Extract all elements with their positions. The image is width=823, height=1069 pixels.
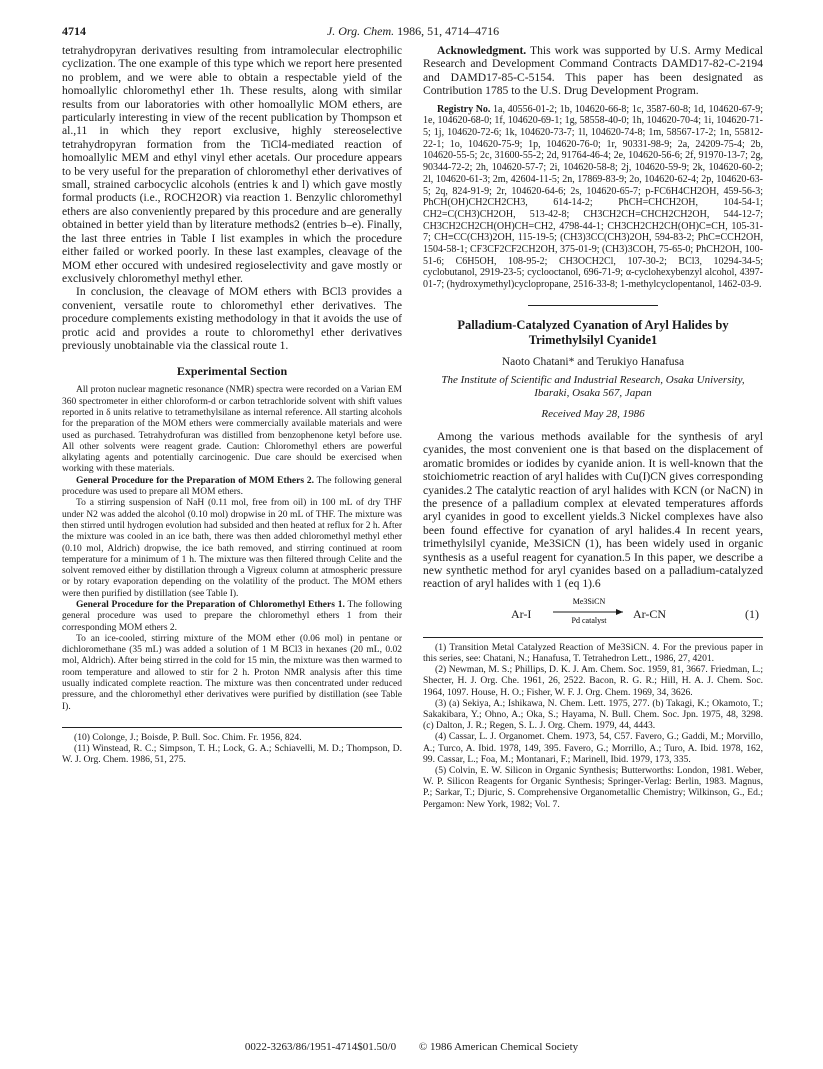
arrow-catalyst: Pd catalyst [571, 615, 607, 625]
footnote-3: (3) (a) Sekiya, A.; Ishikawa, N. Chem. Lett. 1975, 277. (b) Takagi, K.; Okamoto, T.; Sakakibara, Y.; Ohno, A.; Oka, S.; Hayama, N. Bull. Chem. Soc. Jpn. 1975, 48, 3298. (c) Dalton, J. R.; Regen, S. L. J. Org. Chem. 1979, 44, 4443. [423, 697, 763, 732]
procedure-paragraph [62, 600, 402, 634]
procedure-heading: General Procedure for the Preparation of MOM Ethers 2. [76, 475, 315, 486]
footnotes [62, 732, 402, 766]
procedure-paragraph: To a stirring suspension of NaH (0.11 mol, free from oil) in 100 mL of dry THF under N2 was added the alcohol (0.10 mol) dropwise in 20 mL of THF. The mixture was then stirred until hydrogen evolution had subsided and then heated at reflux for 2 h. After the mixture was cooled in an ice bath, there was then added chloromethyl methyl ether (0.10 mol, Aldrich) dropwise, the ice bath removed, and stirring continued at room temperature for a minimum of 1 h. The mixture was then filtered through Celite and the solvent removed either by distillation through a Vigreux column at atmospheric pressure or by rotary evaporation depending on the volatility of the product. The MOM ethers were then purified by distillation (see Table I). [62, 498, 402, 599]
article-body: Among the various methods available for the synthesis of aryl cyanides, the most convenient one is that based on the displacement of aromatic bromides or iodides by cyanide anion. It is well-known that the stoichiometric reaction of aryl halides with Cu(I)CN gives corresponding cyanides.2 The catalytic reaction of aryl halides with KCN (or NaCN) in the presence of a palladium complex at elevated temperatures affords aryl cyanides in good to excellent yields.3 Nickel complexes have also been found effective for cyanation of aryl halides.4 In recent years, trimethylsilyl cyanide, Me3SiCN (1), has been widely used in organic synthesis as a useful reagent for cyanation.5 In this paper, we describe a new synthetic method for aryl cyanides based on a palladium-catalyzed reaction of aryl halides with 1 (eq 1).6 [423, 429, 763, 591]
equation-reactant: Ar-I [511, 606, 532, 621]
registry-numbers [423, 104, 763, 291]
footnote-5: (5) Colvin, E. W. Silicon in Organic Synthesis; Butterworths: London, 1981. Weber, W. P. Silicon Reagents for Organic Synthesis; Springer-Verlag: Berlin, 1983. Magnus, P.; Sarkar, T.; Djuric, S. Comprehensive Organometallic Chemistry; Wilkinson, G., Ed.; Pergamon: New York, 1982; Vol. 7. [423, 764, 763, 810]
article-code: 0022-3263/86/1951-4714$01.50/0 [244, 1041, 397, 1053]
article-authors: Naoto Chatani* and Terukiyo Hanafusa [501, 355, 685, 368]
acknowledgment [423, 44, 763, 98]
registry-list: 1a, 40556-01-2; 1b, 104620-66-8; 1c, 3587-60-8; 1d, 104620-67-9; 1e, 104620-68-0; 1f, 104620-69-1; 1g, 58558-40-0; 1h, 104620-70-4; 1i, 104620-71-5; 1j, 104620-72-6; 1k, 104620-73-7; 1l, 104620-74-8; 1m, 58567-17-2; 1n, 55812-22-1; 1o, 104620-75-9; 1p, 104620-76-0; 1r, 90331-98-9; 2a, 24209-75-4; 2b, 104620-55-5; 2c, 31600-55-2; 2d, 91764-46-4; 2e, 104620-56-6; 2f, 91970-13-7; 2g, 90344-72-2; 2h, 104620-57-7; 2i, 104620-58-8; 2j, 104620-59-9; 2k, 104620-60-2; 2l, 104620-61-3; 2m, 42604-11-5; 2n, 17869-83-9; 2o, 104620-62-4; 2p, 104620-63-5; 2q, 824-91-9; 2r, 104620-64-6; 2s, 104620-65-7; p-FC6H4CH2OH, 459-56-3; PhCH(OH)CH2CH2CH3, 614-14-2; PhCH=CHCH2OH, 104-54-1; CH2=C(CH3)CH2OH, 513-42-8; CH3CH2CH=CHCH2CH2OH, 544-12-7; CH3CH2CH2CH(OH)CH=CH2, 4798-44-1; CH3CH2CH2CH(OH)C≡CH, 105-31-7; CH≡CC(CH3)2OH, 115-19-5; (CH3)3CC(CH3)2OH, 594-83-2; PhC≡CCH2OH, 1504-58-1; CF3CF2CF2CH2OH, 375-01-9; (CH3)3COH, 75-65-0; PhCH2OH, 100-51-6; C6H5OH, 108-95-2; CH3OCH2Cl, 107-30-2; BCl3, 10294-34-5; cyclobutanol, 2919-23-5; cyclooctanol, 696-71-9; α-cyclohexybenzyl alcohol, 4397-01-7; (hydroxymethyl)cyclopropane, 2516-33-8; 1-methylcyclopentanol, 1462-03-9. [423, 103, 763, 291]
right-column [423, 44, 763, 810]
procedure-paragraph [62, 476, 402, 499]
arrow-reagent: Me3SiCN [572, 596, 606, 606]
conclusion-paragraph: In conclusion, the cleavage of MOM ethers with BCl3 provides a convenient, versatile route to chloromethyl ether derivatives. The procedure complements existing methodology in that it avoids the use of protic acid and provides a route to chloromethyl ether derivatives previously unobtainable via the classical route 1. [62, 285, 402, 352]
reaction-arrow [551, 595, 627, 629]
footnote-1: (1) Transition Metal Catalyzed Reaction of Me3SiCN. 4. For the previous paper in this series, see: Chatani, N.; Hanafusa, T. Tetrahedron Lett., 1986, 27, 4201. [423, 641, 763, 664]
article-separator [528, 305, 658, 306]
footnote-rule [423, 637, 763, 638]
reference-10: (10) Colonge, J.; Boisde, P. Bull. Soc. Chim. Fr. 1956, 824. [74, 731, 302, 743]
journal-citation [62, 24, 764, 39]
footnote-4: (4) Cassar, L. J. Organomet. Chem. 1973, 54, C57. Favero, G.; Gaddi, M.; Morvillo, A.; Turco, A. Ibid. 1978, 149, 395. Favero, G.; Morrillo, A.; Turo, A. Ibid. 1978, 162, 99. Cassar, L.; Foa, M.; Montanari, F.; Marinell, Ibid. 1979, 173, 335. [423, 731, 763, 765]
running-header [62, 24, 764, 40]
page-number: 4714 [62, 24, 86, 38]
footnote-2: (2) Newman, M. S.; Phillips, D. K. J. Am. Chem. Soc. 1959, 81, 3667. Friedman, L.; Shecter, H. J. Org. Che. 1961, 26, 2522. Bacon, R. G. R.; Hill, H. A. J. Chem. Soc. 1964, 1097. House, H. O.; Fisher, W. F. J. Org. Chem. 1969, 34, 3626. [423, 664, 763, 698]
received-date: Received May 28, 1986 [541, 407, 645, 420]
article-title: Palladium-Catalyzed Cyanation of Aryl Halides by Trimethylsilyl Cyanide1 [457, 317, 729, 347]
footnotes [423, 642, 763, 810]
acknowledgment-text: This work was supported by U.S. Army Medical Research and Development Command Contracts DAMD17-82-C-2194 and DAMD17-85-C-5154. This paper has been designated as Contribution 1785 to the U.S. Drug Development Program. [423, 44, 763, 98]
journal-name: J. Org. Chem. [326, 24, 395, 38]
copyright: © 1986 American Chemical Society [418, 1041, 579, 1053]
registry-heading: Registry No. [437, 103, 491, 115]
equation-number: (1) [745, 606, 759, 621]
journal-year-volume-pages: 1986, 51, 4714–4716 [397, 24, 500, 38]
reference-11: (11) Winstead, R. C.; Simpson, T. H.; Lock, G. A.; Schiavelli, M. D.; Thompson, D. W. J. Org. Chem. 1986, 51, 275. [62, 743, 402, 766]
body-paragraph: tetrahydropyran derivatives resulting from intramolecular electrophilic cyclization. The one example of this type which we report here presented no problem, and we were able to obtain a respectable yield of the homoallylic chloromethyl ether 1h. These results, along with similar results from our laboratories with other homoallylic MOM ethers, are particularly interesting in view of the recent publication by Thompson et al.,11 in which they report exclusive, highly stereoselective tetrahydropyran formation from the TiCl4-mediated reaction of homoallylic MEM and ethyl vinyl ether acetals. Our procedure appears to be very useful for the preparation of chloromethyl ether derivatives of small, strained carbocyclic alcohols (entries k and l) which gave mostly formal products (i.e., ROCH2OR) via reaction 1. Benzylic chloromethyl ethers are also conveniently prepared by this procedure and are generally obtained in better yield than by literature methods2 (entries b–e). Finally, the last three entries in Table I list examples in which the procedure either failed or worked poorly. In these last examples, cleavage of the MOM ether occured with undesired regioselectivity and gave mostly or exclusively chloromethyl methyl ether. [62, 44, 402, 285]
procedure-paragraph: To an ice-cooled, stirring mixture of the MOM ether (0.06 mol) in pentane or dichloromethane (35 mL) was added a solution of 1 M BCl3 in hexanes (20 mL, 0.02 mol, Aldrich). After being stirred in the cold for 15 min, the mixture was then warmed to room temperature and allowed to stir for 2 h. Proton NMR analysis after this time usually indicated complete reaction. The mixture was then concentrated under reduced pressure, and the chloromethyl ether derivatives were purified by distillation (see Table I). [62, 633, 402, 712]
procedure-heading: General Procedure for the Preparation of Chloromethyl Ethers 1. [76, 599, 345, 610]
experimental-heading: Experimental Section [176, 364, 288, 379]
acknowledgment-heading: Acknowledgment. [437, 44, 527, 57]
article-affiliation: The Institute of Scientific and Industrial Research, Osaka University, Ibaraki, Osaka 567, Japan [441, 373, 745, 399]
left-column [62, 44, 402, 766]
page-footer [0, 1041, 823, 1053]
experimental-paragraph: All proton nuclear magnetic resonance (NMR) spectra were recorded on a Varian EM 360 spectrometer in either chloroform-d or carbon tetrachloride solvent with shift values reported in δ units relative to tetramethylsilane as internal reference. All starting alcohols for the preparation of the MOM ethers were commercially available materials and were used as purchased. Tetrahydrofuran was distilled from benzophenone ketyl before use. All other solvents were reagent grade. Caution: Chloromethyl ethers are powerful alkylating agents and potentially carcinogenic. Due care should be exercised when working with these materials. [62, 385, 402, 475]
procedure-intro: The following general procedure was used to prepare all MOM ethers. [62, 475, 402, 498]
equation-product: Ar-CN [633, 606, 667, 621]
procedure-intro: The following general procedure was used to prepare the chloromethyl ethers 1 from their corresponding MOM ethers 2. [62, 599, 403, 633]
equation-1 [423, 595, 763, 629]
footnote-rule [62, 727, 402, 728]
